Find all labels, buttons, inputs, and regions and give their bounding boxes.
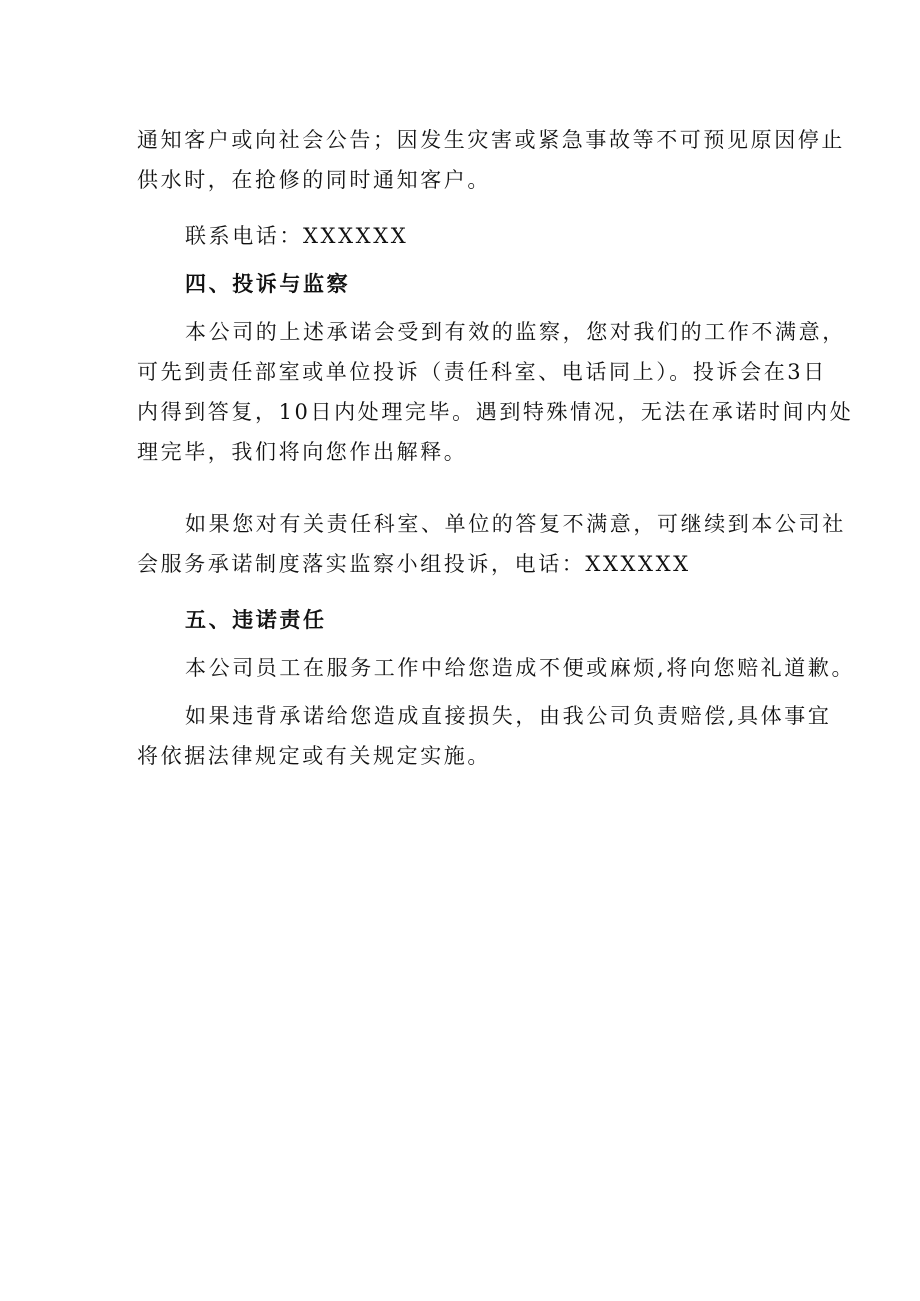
text-line: 理完毕，我们将向您作出解释。 (137, 440, 468, 464)
text-line: 可先到责任部室或单位投诉（责任科室、电话同上）。投诉会在3日 (137, 360, 827, 384)
section-heading-liability (137, 600, 797, 640)
notice-paragraph (137, 120, 845, 200)
text-line: 如果违背承诺给您造成直接损失，由我公司负责赔偿,具体事宜 (185, 704, 832, 728)
supervision-paragraph (137, 312, 854, 472)
apology-paragraph (137, 648, 856, 688)
text-line: 将依据法律规定或有关规定实施。 (137, 744, 491, 768)
text-line: 内得到答复，10日内处理完毕。遇到特殊情况，无法在承诺时间内处 (137, 400, 854, 424)
contact-phone-paragraph (137, 216, 797, 256)
text-line: 本公司的上述承诺会受到有效的监察，您对我们的工作不满意， (185, 320, 846, 344)
text-line: 会服务承诺制度落实监察小组投诉，电话：XXXXXX (137, 552, 691, 576)
escalation-paragraph (137, 504, 846, 584)
compensation-paragraph (137, 696, 832, 776)
heading-text: 五、违诺责任 (185, 607, 327, 632)
text-line: 供水时，在抢修的同时通知客户。 (137, 168, 491, 192)
section-heading-complaint (137, 264, 797, 304)
text-line: 通知客户或向社会公告；因发生灾害或紧急事故等不可预见原因停止 (137, 128, 845, 152)
text-line: 本公司员工在服务工作中给您造成不便或麻烦,将向您赔礼道歉。 (185, 656, 856, 680)
heading-text: 四、投诉与监察 (185, 271, 351, 296)
text-line: 如果您对有关责任科室、单位的答复不满意，可继续到本公司社 (185, 512, 846, 536)
text-line: 联系电话：XXXXXX (185, 224, 409, 248)
